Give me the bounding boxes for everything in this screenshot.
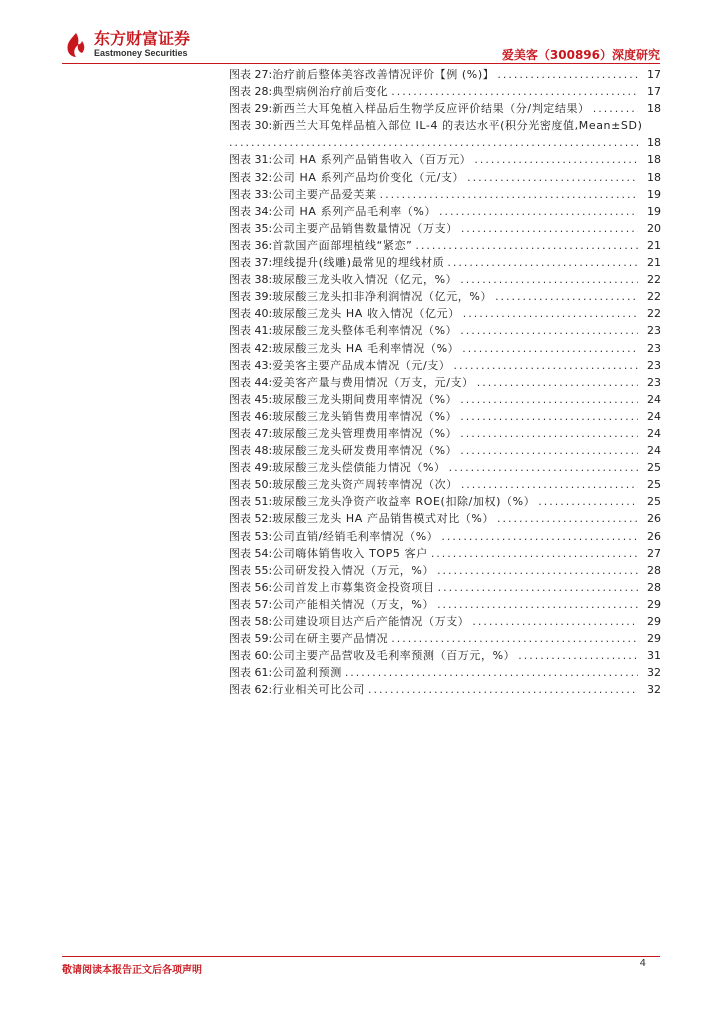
disclaimer-text: 敬请阅读本报告正文后各项声明 xyxy=(62,965,202,976)
toc-entry-title: 玻尿酸三龙头 HA 收入情况（亿元） xyxy=(272,307,460,321)
toc-entry-page: 19 xyxy=(647,187,661,201)
logo-english-text: Eastmoney Securities xyxy=(94,48,188,58)
toc-entry-page: 26 xyxy=(647,512,661,526)
toc-entry-title: 玻尿酸三龙头研发费用率情况（%） xyxy=(272,444,458,458)
toc-leader-dots xyxy=(474,151,638,168)
toc-entry[interactable] xyxy=(229,664,661,681)
toc-entry-page: 23 xyxy=(647,358,661,372)
toc-entry-title: 公司首发上市募集资金投资项目 xyxy=(272,580,435,594)
toc-entry[interactable] xyxy=(229,408,661,425)
toc-leader-dots xyxy=(447,254,638,271)
toc-entry[interactable] xyxy=(229,237,661,254)
toc-entry[interactable] xyxy=(229,493,661,510)
toc-leader-dots xyxy=(460,425,638,442)
toc-entry-title: 公司 HA 系列产品均价变化（元/支） xyxy=(272,170,465,184)
toc-entry-label: 图表 47: xyxy=(229,426,273,440)
toc-entry[interactable] xyxy=(229,288,661,305)
toc-leader-dots xyxy=(593,100,638,117)
toc-entry-label: 图表 52: xyxy=(229,512,273,526)
toc-entry-label: 图表 35: xyxy=(229,221,273,235)
toc-entry-page: 29 xyxy=(647,597,661,611)
report-title: 爱美客（300896）深度研究 xyxy=(501,48,660,62)
footer-divider xyxy=(62,956,660,957)
toc-entry-title: 公司建设项目达产后产能情况（万支） xyxy=(272,615,470,628)
toc-entry-label: 图表 49: xyxy=(229,461,273,475)
toc-entry-title: 公司研发投入情况（万元，%） xyxy=(272,563,435,577)
toc-entry-label: 图表 32: xyxy=(229,170,273,184)
toc-entry-title: 行业相关可比公司 xyxy=(272,683,366,697)
toc-leader-dots xyxy=(431,545,638,562)
toc-entry-label: 图表 29: xyxy=(229,102,273,116)
toc-entry-title: 爱美客产量与费用情况（万支，元/支） xyxy=(272,375,474,389)
toc-entry[interactable] xyxy=(229,459,661,476)
toc-leader-dots xyxy=(437,562,638,579)
toc-leader-dots xyxy=(477,374,638,391)
toc-leader-dots xyxy=(460,442,638,459)
toc-leader-dots xyxy=(438,579,638,596)
toc-entry-page: 25 xyxy=(647,495,661,509)
toc-entry[interactable] xyxy=(229,391,661,408)
toc-leader-dots xyxy=(461,220,638,237)
toc-entry-title: 玻尿酸三龙头扣非净利润情况（亿元，%） xyxy=(272,290,493,304)
toc-leader-dots xyxy=(391,630,638,647)
toc-entry-page: 25 xyxy=(647,461,661,475)
page-footer xyxy=(62,956,660,976)
toc-entry[interactable] xyxy=(229,66,661,83)
toc-entry-page: 18 xyxy=(647,136,661,150)
page-header xyxy=(0,0,724,70)
toc-leader-dots xyxy=(229,134,638,151)
toc-entry-label: 图表 48: xyxy=(229,444,273,458)
toc-entry-page: 18 xyxy=(647,153,661,167)
toc-entry[interactable] xyxy=(229,169,661,186)
toc-entry-title: 爱美客主要产品成本情况（元/支） xyxy=(272,358,451,372)
header-divider xyxy=(62,63,660,64)
toc-entry[interactable] xyxy=(229,630,661,647)
toc-entry-page: 24 xyxy=(647,392,661,406)
toc-entry-title: 公司 HA 系列产品销售收入（百万元） xyxy=(272,153,472,167)
toc-entry-label: 图表 30: xyxy=(229,119,273,133)
toc-entry[interactable] xyxy=(229,271,661,288)
toc-leader-dots xyxy=(497,66,638,83)
toc-entry-title: 玻尿酸三龙头 HA 产品销售模式对比（%） xyxy=(272,512,495,526)
toc-leader-dots xyxy=(538,493,638,510)
page-number: 4 xyxy=(639,958,646,969)
toc-leader-dots xyxy=(345,664,638,681)
toc-entry-label: 图表 40: xyxy=(229,307,273,321)
toc-leader-dots xyxy=(518,647,638,664)
toc-entry-page: 23 xyxy=(647,341,661,355)
toc-entry[interactable] xyxy=(229,545,661,562)
figure-index-list xyxy=(229,66,661,698)
toc-leader-dots xyxy=(472,613,638,630)
toc-entry-continuation[interactable] xyxy=(229,134,661,151)
toc-leader-dots xyxy=(460,391,638,408)
toc-entry-label: 图表 55: xyxy=(229,563,273,577)
toc-entry[interactable] xyxy=(229,374,661,391)
toc-entry-label: 图表 33: xyxy=(229,187,273,201)
toc-entry-title: 公司产能相关情况（万支，%） xyxy=(272,597,435,611)
toc-entry-label: 图表 50: xyxy=(229,478,273,492)
toc-entry[interactable] xyxy=(229,100,661,117)
toc-entry-label: 图表 39: xyxy=(229,290,273,304)
toc-entry-title: 玻尿酸三龙头资产周转率情况（次） xyxy=(272,478,458,492)
toc-entry-title: 埋线提升(线雕)最常见的埋线材质 xyxy=(272,256,445,270)
toc-leader-dots xyxy=(497,510,638,527)
toc-entry-label: 图表 57: xyxy=(229,597,273,611)
toc-entry-title: 公司主要产品销售数量情况（万支） xyxy=(272,221,458,235)
toc-entry-title: 公司嗨体销售收入 TOP5 客户 xyxy=(272,546,428,560)
toc-entry-label: 图表 54: xyxy=(229,546,273,560)
toc-entry-title: 首款国产面部埋植线“紧恋” xyxy=(272,238,413,252)
toc-entry-page: 22 xyxy=(647,290,661,304)
toc-leader-dots xyxy=(415,237,638,254)
toc-entry[interactable] xyxy=(229,528,661,545)
toc-entry[interactable] xyxy=(229,203,661,220)
toc-entry-page: 23 xyxy=(647,375,661,389)
toc-entry-title: 玻尿酸三龙头整体毛利率情况（%） xyxy=(272,324,458,338)
toc-leader-dots xyxy=(449,459,638,476)
toc-entry-page: 32 xyxy=(647,683,661,697)
toc-entry[interactable] xyxy=(229,476,661,493)
toc-leader-dots xyxy=(441,528,638,545)
toc-entry-page: 18 xyxy=(647,170,661,184)
toc-entry-title: 典型病例治疗前后变化 xyxy=(272,85,389,99)
toc-entry-title: 公司主要产品营收及毛利率预测（百万元，%） xyxy=(272,649,516,663)
toc-leader-dots xyxy=(439,203,638,220)
toc-entry[interactable] xyxy=(229,340,661,357)
eastmoney-logo xyxy=(62,30,190,59)
toc-entry[interactable] xyxy=(229,254,661,271)
toc-entry-page: 19 xyxy=(647,204,661,218)
toc-entry-page: 28 xyxy=(647,580,661,594)
toc-leader-dots xyxy=(368,681,638,698)
toc-entry-title: 玻尿酸三龙头偿债能力情况（%） xyxy=(272,461,446,475)
toc-entry-page: 24 xyxy=(647,444,661,458)
toc-entry-label: 图表 36: xyxy=(229,238,273,252)
toc-entry-label: 图表 28: xyxy=(229,85,273,99)
toc-entry[interactable] xyxy=(229,305,661,322)
toc-entry-title: 玻尿酸三龙头收入情况（亿元，%） xyxy=(272,273,458,287)
toc-entry-page: 24 xyxy=(647,409,661,423)
toc-entry-title: 玻尿酸三龙头 HA 毛利率情况（%） xyxy=(272,341,460,355)
toc-entry[interactable] xyxy=(229,681,661,698)
toc-entry[interactable] xyxy=(229,151,661,168)
toc-entry[interactable] xyxy=(229,83,661,100)
toc-leader-dots xyxy=(460,408,638,425)
toc-leader-dots xyxy=(462,340,638,357)
toc-entry-label: 图表 56: xyxy=(229,580,273,594)
toc-entry-title: 玻尿酸三龙头销售费用率情况（%） xyxy=(272,409,458,423)
toc-entry-title: 玻尿酸三龙头净资产收益率 ROE(扣除/加权)（%） xyxy=(272,495,536,509)
toc-leader-dots xyxy=(380,186,638,203)
toc-entry[interactable] xyxy=(229,117,661,134)
toc-entry-title: 公司 HA 系列产品毛利率（%） xyxy=(272,204,437,218)
toc-entry-title: 新西兰大耳兔植入样品后生物学反应评价结果（分/判定结果） xyxy=(272,102,590,116)
toc-entry-page: 22 xyxy=(647,273,661,287)
toc-entry-title: 治疗前后整体美容改善情况评价【例 (%)】 xyxy=(272,68,495,81)
toc-entry[interactable] xyxy=(229,510,661,527)
toc-entry-page: 26 xyxy=(647,529,661,543)
toc-entry-title: 公司在研主要产品情况 xyxy=(272,632,389,646)
toc-entry-label: 图表 42: xyxy=(229,341,273,355)
toc-entry-title: 公司盈利预测 xyxy=(272,666,342,680)
toc-entry-page: 23 xyxy=(647,324,661,338)
toc-entry-label: 图表 61: xyxy=(229,666,273,680)
toc-entry-label: 图表 41: xyxy=(229,324,273,338)
toc-entry-label: 图表 46: xyxy=(229,409,273,423)
eastmoney-flame-icon xyxy=(62,31,90,59)
toc-leader-dots xyxy=(495,288,638,305)
toc-entry-label: 图表 58: xyxy=(229,615,273,628)
toc-entry-label: 图表 60: xyxy=(229,649,273,663)
toc-entry-page: 21 xyxy=(647,238,661,252)
toc-entry[interactable] xyxy=(229,596,661,613)
toc-entry-label: 图表 38: xyxy=(229,273,273,287)
toc-leader-dots xyxy=(467,169,638,186)
toc-entry-page: 18 xyxy=(647,102,661,116)
toc-entry-label: 图表 59: xyxy=(229,632,273,646)
toc-entry-page: 20 xyxy=(647,221,661,235)
toc-entry-label: 图表 53: xyxy=(229,529,273,543)
toc-entry-label: 图表 31: xyxy=(229,153,273,167)
toc-entry-label: 图表 37: xyxy=(229,256,273,270)
toc-entry-title: 新西兰大耳兔样品植入部位 IL-4 的表达水平(积分光密度值,Mean±SD) xyxy=(272,119,643,133)
toc-entry-page: 29 xyxy=(647,615,661,628)
toc-entry[interactable] xyxy=(229,442,661,459)
toc-leader-dots xyxy=(461,476,638,493)
toc-entry-label: 图表 43: xyxy=(229,358,273,372)
toc-entry-page: 29 xyxy=(647,632,661,646)
toc-entry-page: 31 xyxy=(647,649,661,663)
toc-leader-dots xyxy=(460,271,638,288)
toc-entry[interactable] xyxy=(229,579,661,596)
toc-entry-page: 21 xyxy=(647,256,661,270)
toc-entry[interactable] xyxy=(229,357,661,374)
toc-entry-label: 图表 45: xyxy=(229,392,273,406)
toc-leader-dots xyxy=(437,596,638,613)
toc-entry[interactable] xyxy=(229,186,661,203)
toc-entry[interactable] xyxy=(229,647,661,664)
toc-entry[interactable] xyxy=(229,613,661,630)
toc-entry-title: 公司主要产品爱芙莱 xyxy=(272,187,377,201)
toc-entry-page: 27 xyxy=(647,546,661,560)
toc-entry-page: 22 xyxy=(647,307,661,321)
toc-entry-label: 图表 51: xyxy=(229,495,273,509)
toc-entry-page: 17 xyxy=(647,68,661,81)
toc-entry-page: 25 xyxy=(647,478,661,492)
toc-entry-page: 28 xyxy=(647,563,661,577)
toc-entry-page: 24 xyxy=(647,426,661,440)
toc-entry-label: 图表 34: xyxy=(229,204,273,218)
toc-entry-title: 玻尿酸三龙头期间费用率情况（%） xyxy=(272,392,458,406)
toc-entry-page: 17 xyxy=(647,85,661,99)
toc-entry[interactable] xyxy=(229,322,661,339)
toc-leader-dots xyxy=(391,83,638,100)
toc-entry-label: 图表 44: xyxy=(229,375,273,389)
toc-entry-label: 图表 62: xyxy=(229,683,273,697)
toc-entry[interactable] xyxy=(229,220,661,237)
toc-entry-title: 玻尿酸三龙头管理费用率情况（%） xyxy=(272,426,458,440)
toc-entry[interactable] xyxy=(229,425,661,442)
toc-entry[interactable] xyxy=(229,562,661,579)
toc-entry-label: 图表 27: xyxy=(229,68,273,81)
toc-leader-dots xyxy=(463,305,638,322)
toc-entry-title: 公司直销/经销毛利率情况（%） xyxy=(272,529,439,543)
toc-entry-page: 32 xyxy=(647,666,661,680)
toc-leader-dots xyxy=(454,357,638,374)
toc-leader-dots xyxy=(460,322,638,339)
logo-chinese-text: 东方财富证券 xyxy=(94,29,191,48)
